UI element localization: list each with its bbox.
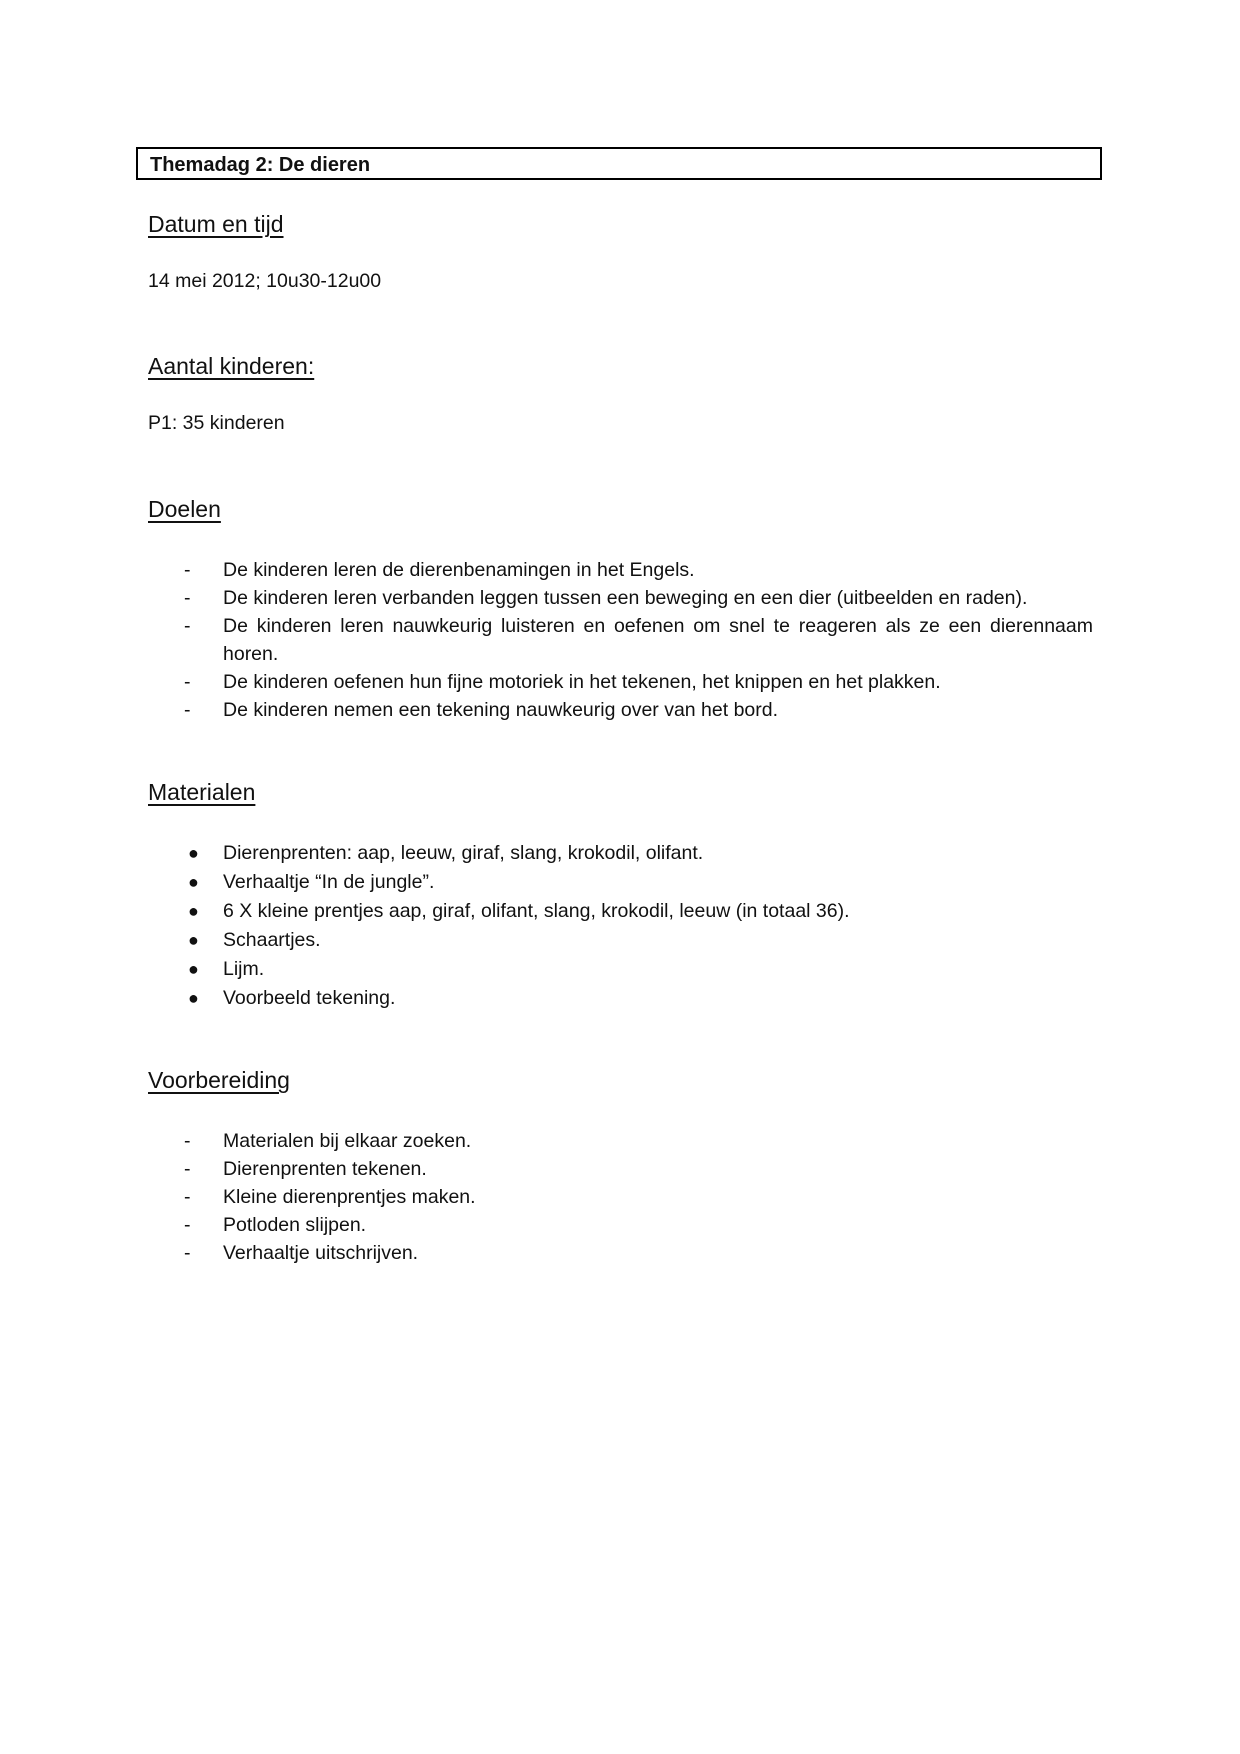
bullet-marker: ● — [188, 901, 199, 921]
heading-datum: Datum en tijd — [148, 211, 284, 237]
aantal-text: P1: 35 kinderen — [148, 412, 285, 434]
voorbereiding-list — [148, 1127, 1093, 1267]
doelen-list — [148, 556, 1093, 724]
dash-marker: - — [184, 1130, 191, 1152]
heading-doelen: Doelen — [148, 496, 221, 522]
dash-marker: - — [184, 587, 191, 609]
dash-marker: - — [184, 699, 191, 721]
dash-marker: - — [184, 615, 191, 637]
datum-text: 14 mei 2012; 10u30-12u00 — [148, 270, 382, 292]
dash-marker: - — [184, 1242, 191, 1264]
materialen-list — [148, 839, 1093, 1013]
list-item: ● Verhaaltje “In de jungle”. — [148, 868, 1093, 897]
dash-marker: - — [184, 1158, 191, 1180]
bullet-marker: ● — [188, 988, 199, 1008]
list-item: ● 6 X kleine prentjes aap, giraf, olifant, slang, krokodil, leeuw (in totaal 36). — [148, 897, 1093, 926]
list-item: ● Dierenprenten: aap, leeuw, giraf, slang, krokodil, olifant. — [148, 839, 1093, 868]
list-item: ● Schaartjes. — [148, 926, 1093, 955]
list-item: - De kinderen leren de dierenbenamingen in het Engels. — [148, 556, 1093, 584]
dash-marker: - — [184, 1214, 191, 1236]
bullet-marker: ● — [188, 930, 199, 950]
list-item: - De kinderen leren verbanden leggen tussen een beweging en een dier (uitbeelden en raden). — [148, 584, 1093, 612]
list-item: - Potloden slijpen. — [148, 1211, 1093, 1239]
list-item: - Dierenprenten tekenen. — [148, 1155, 1093, 1183]
heading-materialen: Materialen — [148, 779, 256, 805]
list-item: - De kinderen nemen een tekening nauwkeurig over van het bord. — [148, 696, 1093, 724]
heading-voorbereiding: Voorbereiding — [148, 1067, 290, 1093]
list-item: - Kleine dierenprentjes maken. — [148, 1183, 1093, 1211]
bullet-marker: ● — [188, 959, 199, 979]
list-item: - Verhaaltje uitschrijven. — [148, 1239, 1093, 1267]
list-item: - De kinderen leren nauwkeurig luisteren en oefenen om snel te reageren als ze een dierennaam horen. — [148, 612, 1093, 668]
list-item: - De kinderen oefenen hun fijne motoriek in het tekenen, het knippen en het plakken. — [148, 668, 1093, 696]
document-title: Themadag 2: De dieren — [150, 154, 371, 176]
dash-marker: - — [184, 559, 191, 581]
dash-marker: - — [184, 671, 191, 693]
dash-marker: - — [184, 1186, 191, 1208]
list-item: ● Voorbeeld tekening. — [148, 984, 1093, 1013]
bullet-marker: ● — [188, 843, 199, 863]
title-box — [136, 147, 1102, 180]
list-item: - Materialen bij elkaar zoeken. — [148, 1127, 1093, 1155]
list-item: ● Lijm. — [148, 955, 1093, 984]
bullet-marker: ● — [188, 872, 199, 892]
heading-aantal: Aantal kinderen: — [148, 353, 315, 379]
